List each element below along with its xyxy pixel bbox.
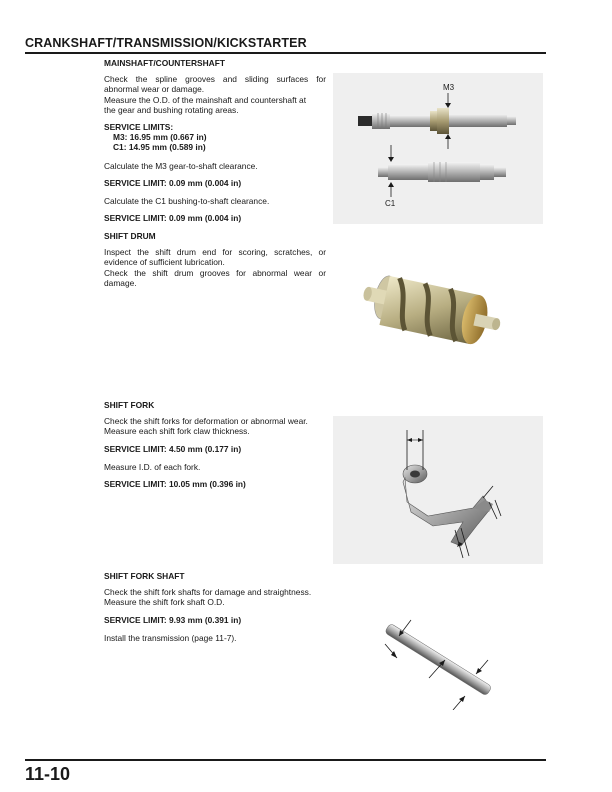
page-number: 11-10 — [25, 764, 71, 784]
label-m3: M3 — [443, 83, 455, 92]
section-shift-fork — [104, 400, 326, 497]
service-limit-c1-clearance: SERVICE LIMIT: 0.09 mm (0.004 in) — [104, 213, 242, 224]
section-mainshaft-countershaft — [104, 58, 326, 231]
shift-fork-figure — [333, 416, 543, 564]
section-heading: SHIFT DRUM — [104, 231, 156, 241]
c1-arrow-bottom-head — [388, 182, 394, 187]
text-line: Check the shift forks for deformation or abnormal wear. — [104, 416, 308, 427]
measure-id-text: Measure I.D. of each fork. — [104, 461, 201, 472]
shaft-arrow-head — [459, 696, 465, 702]
mainshaft-intro-text — [104, 74, 326, 115]
service-limit-m3: M3: 16.95 mm (0.667 in) — [113, 132, 207, 143]
service-limit-claw: SERVICE LIMIT: 4.50 mm (0.177 in) — [104, 443, 242, 454]
text-line: Check the spline grooves and sliding surfaces for — [104, 74, 326, 85]
text-line: Check the shift drum grooves for abnormal wear or — [104, 267, 326, 278]
text-line: Measure the shift fork shaft O.D. — [104, 597, 225, 608]
text-line: the gear and bushing rotating areas. — [104, 104, 239, 115]
shift-fork-body — [403, 465, 493, 546]
text-line: Inspect the shift drum end for scoring, scratches, or — [104, 247, 326, 258]
service-limits-heading: SERVICE LIMITS: — [104, 122, 174, 133]
text-line: Measure the O.D. of the mainshaft and countershaft at — [104, 94, 307, 105]
shift-drum-text — [104, 247, 326, 288]
claw-line-b — [489, 502, 497, 519]
page-header-title: CRANKSHAFT/TRANSMISSION/KICKSTARTER — [25, 36, 307, 50]
text-line: Check the shift fork shafts for damage and straightness. — [104, 587, 312, 598]
mainshaft-drawing — [358, 108, 516, 134]
dim-arrow-head — [407, 438, 412, 442]
shift-drum-body — [358, 271, 505, 349]
label-c1: C1 — [385, 199, 396, 208]
shift-drum-illustration — [333, 243, 543, 391]
service-limit-c1: C1: 14.95 mm (0.589 in) — [113, 142, 206, 153]
text-line: damage. — [104, 277, 137, 288]
shift-drum-figure — [333, 243, 543, 391]
m3-arrow-bottom-head — [445, 134, 451, 139]
section-heading: SHIFT FORK — [104, 400, 155, 410]
service-limits-block — [104, 122, 326, 153]
dim-arrow-head — [418, 438, 423, 442]
c1-arrow-top-head — [388, 157, 394, 162]
countershaft-drawing — [378, 162, 506, 182]
header-rule — [25, 52, 546, 54]
shift-fork-shaft-text — [104, 587, 326, 607]
text-line: Measure each shift fork claw thickness. — [104, 426, 250, 437]
install-transmission-text: Install the transmission (page 11-7). — [104, 632, 237, 643]
text-line: evidence of sufficient lubrication. — [104, 257, 225, 268]
section-heading: SHIFT FORK SHAFT — [104, 571, 185, 581]
shift-fork-illustration — [333, 416, 543, 564]
shift-fork-shaft-illustration — [333, 600, 543, 710]
service-limit-shaft-od: SERVICE LIMIT: 9.93 mm (0.391 in) — [104, 614, 242, 625]
section-shift-drum — [104, 231, 326, 295]
calc-c1-text: Calculate the C1 bushing-to-shaft clearance. — [104, 196, 270, 207]
mainshaft-countershaft-figure — [333, 73, 543, 224]
claw-line-a — [495, 500, 501, 516]
service-limit-m3-clearance: SERVICE LIMIT: 0.09 mm (0.004 in) — [104, 177, 242, 188]
shift-fork-text — [104, 416, 326, 436]
shaft-arrow-head — [476, 668, 482, 674]
section-heading: MAINSHAFT/COUNTERSHAFT — [104, 58, 225, 68]
mainshaft-countershaft-illustration — [333, 73, 543, 224]
calc-m3-text: Calculate the M3 gear-to-shaft clearance. — [104, 160, 258, 171]
text-line: abnormal wear or damage. — [104, 84, 205, 95]
claw-arrow-top — [483, 486, 493, 498]
service-limit-fork-id: SERVICE LIMIT: 10.05 mm (0.396 in) — [104, 479, 246, 490]
section-shift-fork-shaft — [104, 571, 326, 650]
m3-arrow-top-head — [445, 103, 451, 108]
shift-fork-shaft-figure — [333, 600, 543, 710]
footer-rule — [25, 759, 546, 761]
